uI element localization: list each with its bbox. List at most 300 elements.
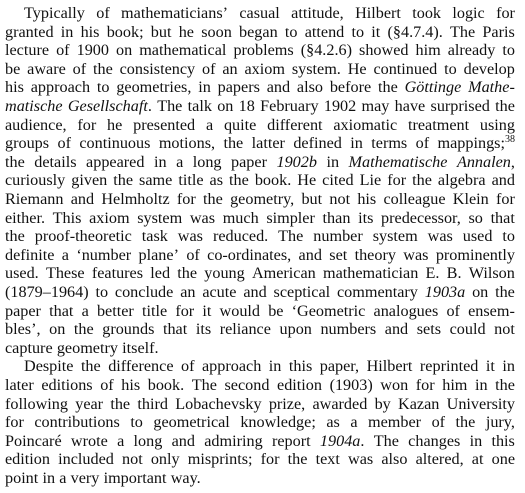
word [5,413,24,432]
word [442,376,467,395]
word-text: paper [5,301,41,320]
word [204,432,262,451]
word [486,357,495,376]
word [5,41,49,60]
word-text: wrote [70,431,108,450]
word-text: long [133,431,163,450]
word-text: than [322,208,351,227]
word [417,320,441,339]
word [469,209,483,228]
word-text: . [147,97,152,115]
word-text: He [347,59,367,78]
word-text: terms [371,134,408,153]
word [495,97,515,116]
word-text: the [92,59,113,78]
word [349,153,448,172]
word [139,41,226,60]
word [5,432,62,451]
word-text: audience, [5,115,67,134]
word [261,450,280,469]
word [58,450,114,469]
word-text: admiring [204,431,263,450]
word [5,395,68,414]
word [255,171,291,190]
word [337,283,418,302]
word [180,283,195,302]
word-text: for [176,190,196,208]
text-line [5,320,515,339]
word [192,376,217,395]
word-text: defined [293,134,342,153]
word-text: the [73,320,94,339]
word [163,320,187,339]
word-text: geometry, [230,190,295,208]
word-text: attitude, [291,4,344,22]
word-text: algebra [437,171,486,190]
word [374,432,399,451]
word-text: American [251,264,316,283]
word [188,97,212,116]
word [151,450,180,469]
word-text: difference [108,357,174,376]
word-text: book; [106,22,144,41]
word-text: very [70,469,100,487]
word [157,97,182,116]
word-text: second [224,376,270,394]
word-text: upon [279,320,312,339]
word-text: not [494,320,515,339]
word-text: it [485,357,495,376]
word-text: of [96,4,110,22]
word-text: title [178,171,204,190]
text-line [5,97,515,116]
word [175,302,194,321]
word [388,23,443,42]
italic-word: Mathe- [468,78,515,97]
word-text: for [175,301,195,320]
word [24,4,85,23]
word-text: in [42,469,56,487]
word-text: treatment [407,115,470,134]
word [68,97,152,116]
word [73,60,86,79]
word-text: the [287,450,308,469]
word [267,78,290,97]
word-text: consistency [119,59,196,78]
word-text: one [491,450,515,469]
word-text: Poincaré [5,431,62,450]
word-text: to [95,283,109,301]
word-text: presented [133,115,196,134]
word-text: He [297,171,317,190]
word-text: 1900 [76,41,109,60]
word [175,395,261,414]
italic-word: Gesellschaft [67,97,148,115]
word-text: not [329,190,351,208]
word-text: in [268,357,282,376]
word [79,134,150,153]
word-text: co-ordinates, [207,245,292,264]
word [188,450,253,469]
word-text: of [72,59,87,78]
word-text: long [192,152,222,171]
word-text: given [71,171,108,190]
word-text: surprised [430,97,490,115]
text-line [5,78,515,97]
word [383,190,445,209]
word-text: system. [291,59,341,78]
word-text: took [412,4,442,22]
word-text: sceptical [273,283,331,301]
word-text: in [502,357,515,376]
word-text: later [5,376,34,394]
word-text: approach [201,357,262,376]
text-line [5,264,515,283]
word-text: also [381,450,408,469]
word-text: in [350,134,363,153]
word-text: on [116,41,133,60]
word-text: definite [5,245,55,264]
word-text: Paris [482,22,515,41]
word [323,264,418,283]
text-line [5,60,515,79]
word-text: reprinted [419,357,479,376]
word-text: led [150,264,171,283]
word-text: for [495,190,515,208]
word [207,246,291,265]
word-text: not [122,450,143,469]
text-line [5,469,515,488]
italic-word: Annalen [456,152,511,171]
word [482,23,514,42]
word [121,4,228,23]
text-line [5,283,515,302]
word [218,78,260,97]
word [495,283,515,302]
word [86,153,144,172]
word [71,171,107,190]
word-text: The [278,227,304,246]
word [288,450,308,469]
word [110,395,130,414]
word-text: Despite [24,357,74,376]
word [181,357,194,376]
word [142,227,168,246]
word-text: his [5,78,24,97]
word [357,190,376,209]
word [351,23,364,42]
word [148,376,184,395]
word [5,264,39,283]
word-text: won [380,376,409,394]
word [299,246,322,265]
word [31,78,90,97]
word [276,153,316,172]
word [89,209,129,228]
word [313,227,362,246]
word [360,171,382,190]
word [405,78,462,97]
text-line [5,432,515,451]
word-text: task [141,227,168,246]
word-text: using [479,115,515,134]
word [115,283,173,302]
word [457,153,515,172]
word-text: editions [41,376,93,394]
word-text: of [56,41,70,60]
word [355,246,396,265]
word-text: mathematicians’ [121,4,229,22]
word-text: number [313,227,363,246]
word [5,153,25,172]
word [49,302,73,321]
word [468,302,515,321]
text-line [5,209,515,228]
word [446,302,459,321]
word-text: its [358,208,374,227]
word-text: it [371,22,381,41]
word [96,4,109,23]
word-text: The [450,22,476,41]
word-text: better [96,301,134,320]
word [239,4,279,23]
word [416,376,435,395]
word [329,190,350,209]
word [97,78,110,97]
word [201,23,232,42]
word-text: commentary [337,283,418,301]
word-text: a [59,469,67,487]
word-text: for [415,376,435,394]
word-text: Kazan [398,394,440,413]
italic-word: Göttinge [404,78,462,97]
word-text: plane’ [138,245,179,264]
word [57,339,118,358]
word [97,302,134,321]
word-text: axiom [244,59,285,78]
word [502,41,515,60]
word-text: only [150,450,180,469]
word [450,23,475,42]
word-text: also [296,78,323,97]
word-text: to [351,22,365,41]
word [492,450,515,469]
word-text: was [189,208,216,227]
word-text: details [34,152,77,171]
word-text: but [150,22,172,41]
word-text: way. [170,469,201,487]
word [381,450,407,469]
word-text: February [260,97,319,115]
word-text: could [449,320,486,339]
word-text: in [153,152,167,171]
word-text: quite [223,115,257,134]
word [289,357,312,376]
word-text: to [130,413,143,432]
word [46,264,85,283]
word [378,78,398,97]
word-text: changes [408,431,461,450]
word-text: used [462,227,493,246]
word-text: he [107,115,123,134]
word [223,134,243,153]
word [408,432,460,451]
word [252,264,316,283]
word-text: that [490,208,515,227]
word-text: in [469,431,483,450]
word [171,469,201,488]
text-line [5,134,515,153]
word-text: have [394,97,426,115]
word-text: Hilbert [355,4,401,22]
word [374,302,439,321]
word [368,413,421,432]
word [395,97,426,116]
word [107,116,122,135]
word-text: logic [452,4,485,22]
word [491,209,515,228]
word [34,413,119,432]
word-text: a [205,115,214,134]
word-text: curiously [5,171,66,190]
word-text: him [442,376,468,394]
word [320,357,359,376]
word [496,190,515,209]
word [301,41,352,60]
word [470,432,483,451]
word-text: The [191,376,217,394]
word-text: Helmholtz [101,190,170,208]
word [71,190,94,209]
word [59,469,66,488]
word [245,60,285,79]
word [291,4,344,23]
word [71,432,108,451]
italic-word: 1904a [319,431,361,450]
word [464,60,515,79]
word [5,78,24,97]
word [243,283,266,302]
word [137,209,182,228]
word [412,4,441,23]
word-text: be [268,301,284,320]
word [217,97,233,116]
word-text: The [373,431,399,450]
word [373,227,418,246]
word-text: itself. [122,338,159,357]
word [292,60,341,79]
word-text: book. [147,376,185,394]
word [150,264,170,283]
word [35,227,132,246]
word [53,209,82,228]
word-text: mathematician [323,264,419,283]
text-line [5,23,515,42]
text-line [5,171,515,190]
word [93,60,113,79]
word [322,171,353,190]
word-text: so [468,208,483,227]
word-text: his [80,22,100,41]
word [133,116,195,135]
word [5,60,20,79]
word [502,227,515,246]
word-text: prominently [435,245,515,264]
word-text: before [329,78,372,97]
word-text: on [217,97,234,115]
word [371,23,380,42]
word [108,357,173,376]
word [373,60,437,79]
word-text: the [412,171,432,190]
word-text: his [121,376,141,394]
word [57,134,70,153]
word-text: system [372,227,418,246]
word [269,395,305,414]
word-text: Klein [452,190,489,208]
word-text: awarded [312,394,368,413]
word-text: of [57,134,71,153]
word-text: the [495,97,515,115]
word [412,171,432,190]
word-text: numbers [320,320,377,339]
word [496,4,515,23]
word-text: on [49,320,66,339]
word-text: geometrical [153,413,230,432]
word [134,432,163,451]
word-text: proof-theoretic [34,227,132,246]
word [139,171,172,190]
word [387,171,406,190]
word-text: B. [446,264,462,283]
word-text: attend [304,22,345,41]
word [5,376,34,395]
word [75,395,103,414]
word-text: colleague [383,190,446,208]
word [220,302,260,321]
word [329,246,347,265]
word [230,190,294,209]
word-text: (1879–1964) [5,283,89,301]
word-text: continuous [79,134,151,153]
word [172,432,195,451]
word [81,357,101,376]
word-text: showed [359,41,409,60]
word [316,450,340,469]
word [117,432,124,451]
word-text: of [415,134,430,153]
word-text: a [350,413,358,432]
word-text: grounds [102,320,155,339]
word-text: analogues [373,301,439,320]
text-line [5,116,515,135]
word-text: different [267,115,323,134]
word [5,320,41,339]
word [233,41,293,60]
word [5,97,63,116]
word-text: cited [322,171,354,190]
word-text: set [329,245,348,264]
word-text: the [378,78,398,97]
word-text: would [219,301,261,320]
word-text: on [472,283,489,301]
word [293,134,342,153]
word [280,320,312,339]
word-text: of [431,413,446,432]
word [292,302,366,321]
word-text: and [298,245,322,264]
word-text: report [271,431,311,450]
